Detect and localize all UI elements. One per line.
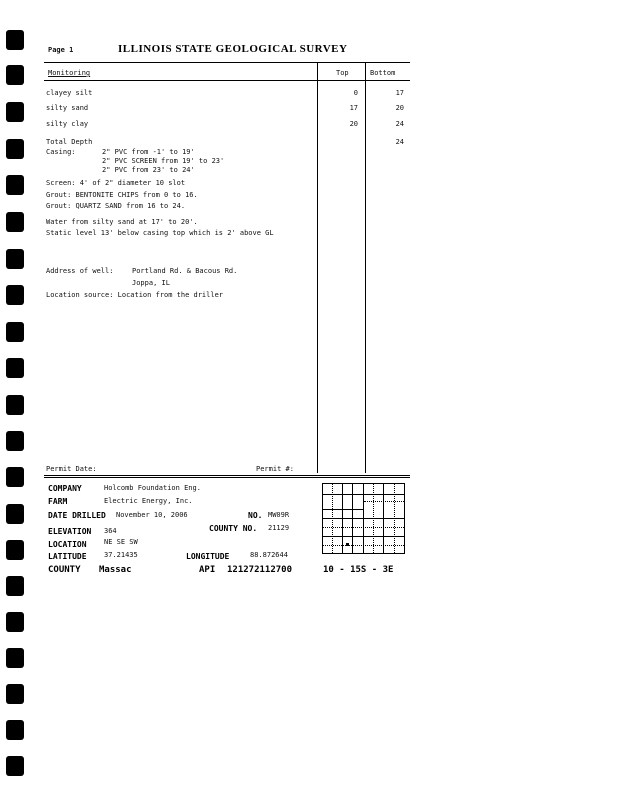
well-location-marker — [346, 543, 349, 546]
punch-hole — [6, 684, 24, 704]
address-line-2: Joppa, IL — [132, 279, 170, 287]
casing-line: 2" PVC from 23' to 24' — [102, 166, 195, 174]
water-note: Water from silty sand at 17' to 20'. — [46, 218, 198, 226]
row-bottom: 17 — [395, 89, 404, 97]
row-top: 17 — [349, 104, 358, 112]
row-top: 20 — [349, 120, 358, 128]
punch-hole — [6, 612, 24, 632]
row-top: 0 — [353, 89, 358, 97]
table-top-rule — [44, 62, 410, 63]
company-label: COMPANY — [48, 484, 82, 493]
grout-note-1: Grout: BENTONITE CHIPS from 0 to 16. — [46, 191, 198, 199]
casing-line: 2" PVC SCREEN from 19' to 23' — [102, 157, 225, 165]
punch-hole — [6, 504, 24, 524]
location-value: NE SE SW — [104, 538, 138, 546]
latitude-value: 37.21435 — [104, 551, 138, 559]
col-header-monitoring: Monitoring — [48, 69, 91, 77]
col-header-top: Top — [336, 69, 349, 77]
static-level-note: Static level 13' below casing top which is 2' above GL — [46, 229, 274, 237]
punch-hole — [6, 431, 24, 451]
row-bottom: 24 — [395, 120, 404, 128]
column-divider-bottom — [365, 63, 366, 473]
total-depth-value: 24 — [395, 138, 404, 146]
address-label: Address of well: — [46, 267, 114, 275]
permit-number-label: Permit #: — [256, 465, 294, 473]
punch-hole — [6, 576, 24, 596]
permit-date-label: Permit Date: — [46, 465, 97, 473]
address-line-1: Portland Rd. & Bacous Rd. — [132, 267, 238, 275]
county-value: Massac — [99, 565, 132, 575]
punch-hole — [6, 756, 24, 776]
punch-hole — [6, 395, 24, 415]
column-divider-top — [317, 63, 318, 473]
punch-hole — [6, 540, 24, 560]
page-title: ILLINOIS STATE GEOLOGICAL SURVEY — [118, 43, 348, 55]
screen-note: Screen: 4' of 2" diameter 10 slot — [46, 179, 186, 187]
table-header-rule — [44, 80, 410, 81]
punch-hole — [6, 30, 24, 50]
total-depth-label: Total Depth — [46, 138, 93, 146]
township-range-value: 10 - 15S - 3E — [323, 565, 394, 575]
farm-label: FARM — [48, 497, 68, 506]
punch-hole — [6, 175, 24, 195]
punch-hole — [6, 467, 24, 487]
well-number-label: NO. — [248, 511, 263, 520]
punch-hole — [6, 322, 24, 342]
api-label: API — [199, 565, 216, 575]
form-bottom-rule — [44, 475, 410, 476]
punch-hole — [6, 249, 24, 269]
casing-label: Casing: — [46, 148, 76, 156]
casing-line: 2" PVC from -1' to 19' — [102, 148, 195, 156]
punch-hole — [6, 285, 24, 305]
county-label: COUNTY — [48, 565, 81, 575]
punch-hole — [6, 358, 24, 378]
page-label: Page 1 — [48, 46, 74, 54]
farm-value: Electric Energy, Inc. — [104, 497, 193, 505]
row-material: silty sand — [46, 104, 89, 112]
latitude-label: LATITUDE — [48, 552, 87, 561]
form-bottom-rule-2 — [44, 477, 410, 478]
location-label: LOCATION — [48, 540, 87, 549]
row-material: silty clay — [46, 120, 89, 128]
date-drilled-value: November 10, 2006 — [116, 511, 188, 519]
punch-hole — [6, 65, 24, 85]
punch-hole — [6, 212, 24, 232]
row-material: clayey silt — [46, 89, 93, 97]
elevation-label: ELEVATION — [48, 527, 92, 536]
punch-hole — [6, 648, 24, 668]
company-value: Holcomb Foundation Eng. — [104, 484, 201, 492]
well-number-value: MW09R — [268, 511, 290, 519]
location-source-note: Location source: Location from the driller — [46, 291, 224, 299]
api-value: 121272112700 — [227, 565, 293, 575]
longitude-value: 88.872644 — [250, 551, 288, 559]
county-number-value: 21129 — [268, 524, 290, 532]
row-bottom: 20 — [395, 104, 404, 112]
elevation-value: 364 — [104, 527, 117, 535]
date-drilled-label: DATE DRILLED — [48, 511, 106, 520]
punch-hole — [6, 720, 24, 740]
col-header-bottom: Bottom — [370, 69, 396, 77]
county-number-label: COUNTY NO. — [209, 524, 258, 533]
punch-hole — [6, 102, 24, 122]
punch-hole — [6, 139, 24, 159]
longitude-label: LONGITUDE — [186, 552, 230, 561]
grout-note-2: Grout: QUARTZ SAND from 16 to 24. — [46, 202, 186, 210]
section-plat-grid — [322, 483, 405, 554]
